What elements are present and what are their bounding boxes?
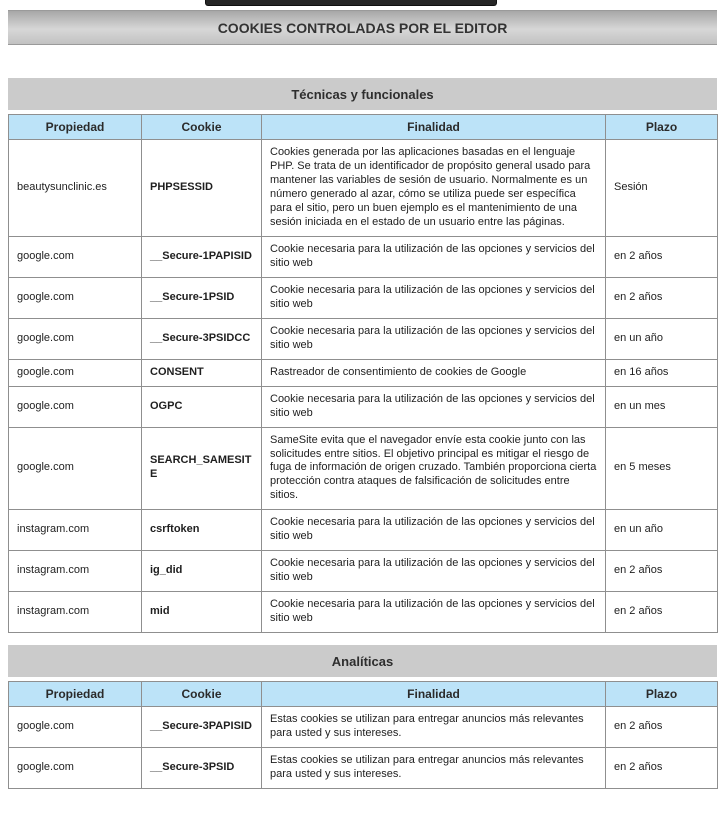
plazo-cell: en 2 años [606, 551, 718, 592]
cookie-cell: __Secure-1PSID [142, 277, 262, 318]
table-row [9, 277, 718, 318]
plazo-cell: en 2 años [606, 236, 718, 277]
plazo-cell: en 2 años [606, 748, 718, 789]
table-header-row [9, 682, 718, 707]
table-row [9, 427, 718, 510]
plazo-cell: en un año [606, 318, 718, 359]
plazo-cell: en 2 años [606, 277, 718, 318]
column-header-2: Finalidad [262, 115, 606, 140]
cookies-table-1 [8, 681, 718, 789]
plazo-cell: en 5 meses [606, 427, 718, 510]
table-row [9, 551, 718, 592]
cookie-cell: csrftoken [142, 510, 262, 551]
table-row [9, 707, 718, 748]
finalidad-cell: Cookie necesaria para la utilización de las opciones y servicios del sitio web [262, 277, 606, 318]
plazo-cell: en un mes [606, 386, 718, 427]
column-header-3: Plazo [606, 115, 718, 140]
cookies-table-0 [8, 114, 718, 633]
table-row [9, 236, 718, 277]
column-header-0: Propiedad [9, 115, 142, 140]
propiedad-cell: instagram.com [9, 592, 142, 633]
section-0 [0, 78, 724, 633]
cookie-cell: __Secure-3PSID [142, 748, 262, 789]
finalidad-cell: Cookie necesaria para la utilización de las opciones y servicios del sitio web [262, 386, 606, 427]
propiedad-cell: google.com [9, 318, 142, 359]
finalidad-cell: Cookie necesaria para la utilización de las opciones y servicios del sitio web [262, 236, 606, 277]
table-row [9, 386, 718, 427]
table-row [9, 592, 718, 633]
plazo-cell: Sesión [606, 140, 718, 237]
partial-button-top[interactable] [205, 0, 497, 6]
finalidad-cell: Cookie necesaria para la utilización de las opciones y servicios del sitio web [262, 510, 606, 551]
propiedad-cell: google.com [9, 707, 142, 748]
finalidad-cell: Cookie necesaria para la utilización de las opciones y servicios del sitio web [262, 318, 606, 359]
cookie-cell: ig_did [142, 551, 262, 592]
column-header-3: Plazo [606, 682, 718, 707]
propiedad-cell: google.com [9, 427, 142, 510]
section-title: Analíticas [8, 645, 717, 677]
finalidad-cell: Estas cookies se utilizan para entregar anuncios más relevantes para usted y sus intereses. [262, 748, 606, 789]
finalidad-cell: Cookie necesaria para la utilización de las opciones y servicios del sitio web [262, 551, 606, 592]
propiedad-cell: google.com [9, 236, 142, 277]
cookie-cell: SEARCH_SAMESITE [142, 427, 262, 510]
finalidad-cell: Estas cookies se utilizan para entregar anuncios más relevantes para usted y sus intereses. [262, 707, 606, 748]
propiedad-cell: google.com [9, 748, 142, 789]
table-row [9, 359, 718, 386]
finalidad-cell: SameSite evita que el navegador envíe esta cookie junto con las solicitudes entre sitios. El objetivo principal es mitigar el riesgo de fuga de información de origen cruzado. También proporciona cierta protección contra ataques de falsificación de solicitudes entre sitios. [262, 427, 606, 510]
page-title: COOKIES CONTROLADAS POR EL EDITOR [8, 10, 717, 45]
column-header-1: Cookie [142, 115, 262, 140]
cookie-cell: PHPSESSID [142, 140, 262, 237]
table-row [9, 748, 718, 789]
table-row [9, 510, 718, 551]
propiedad-cell: google.com [9, 386, 142, 427]
plazo-cell: en 2 años [606, 707, 718, 748]
column-header-2: Finalidad [262, 682, 606, 707]
cookie-cell: __Secure-3PAPISID [142, 707, 262, 748]
propiedad-cell: google.com [9, 359, 142, 386]
finalidad-cell: Cookies generada por las aplicaciones basadas en el lenguaje PHP. Se trata de un identificador de propósito general usado para mantener las variables de sesión de usuario. Normalmente es un número generado al azar, cómo se utiliza puede ser específica para el sitio, pero un buen ejemplo es el mantenimiento de una sesión iniciada en el estado de un usuario entre las páginas. [262, 140, 606, 237]
finalidad-cell: Cookie necesaria para la utilización de las opciones y servicios del sitio web [262, 592, 606, 633]
table-header-row [9, 115, 718, 140]
cookie-cell: __Secure-1PAPISID [142, 236, 262, 277]
cookie-cell: OGPC [142, 386, 262, 427]
column-header-1: Cookie [142, 682, 262, 707]
section-1 [0, 645, 724, 789]
propiedad-cell: instagram.com [9, 510, 142, 551]
plazo-cell: en 2 años [606, 592, 718, 633]
plazo-cell: en un año [606, 510, 718, 551]
cookie-sections [0, 78, 724, 789]
table-row [9, 318, 718, 359]
cookie-cell: mid [142, 592, 262, 633]
finalidad-cell: Rastreador de consentimiento de cookies de Google [262, 359, 606, 386]
column-header-0: Propiedad [9, 682, 142, 707]
section-title: Técnicas y funcionales [8, 78, 717, 110]
table-row [9, 140, 718, 237]
propiedad-cell: instagram.com [9, 551, 142, 592]
propiedad-cell: google.com [9, 277, 142, 318]
plazo-cell: en 16 años [606, 359, 718, 386]
cookie-cell: CONSENT [142, 359, 262, 386]
cookie-cell: __Secure-3PSIDCC [142, 318, 262, 359]
propiedad-cell: beautysunclinic.es [9, 140, 142, 237]
